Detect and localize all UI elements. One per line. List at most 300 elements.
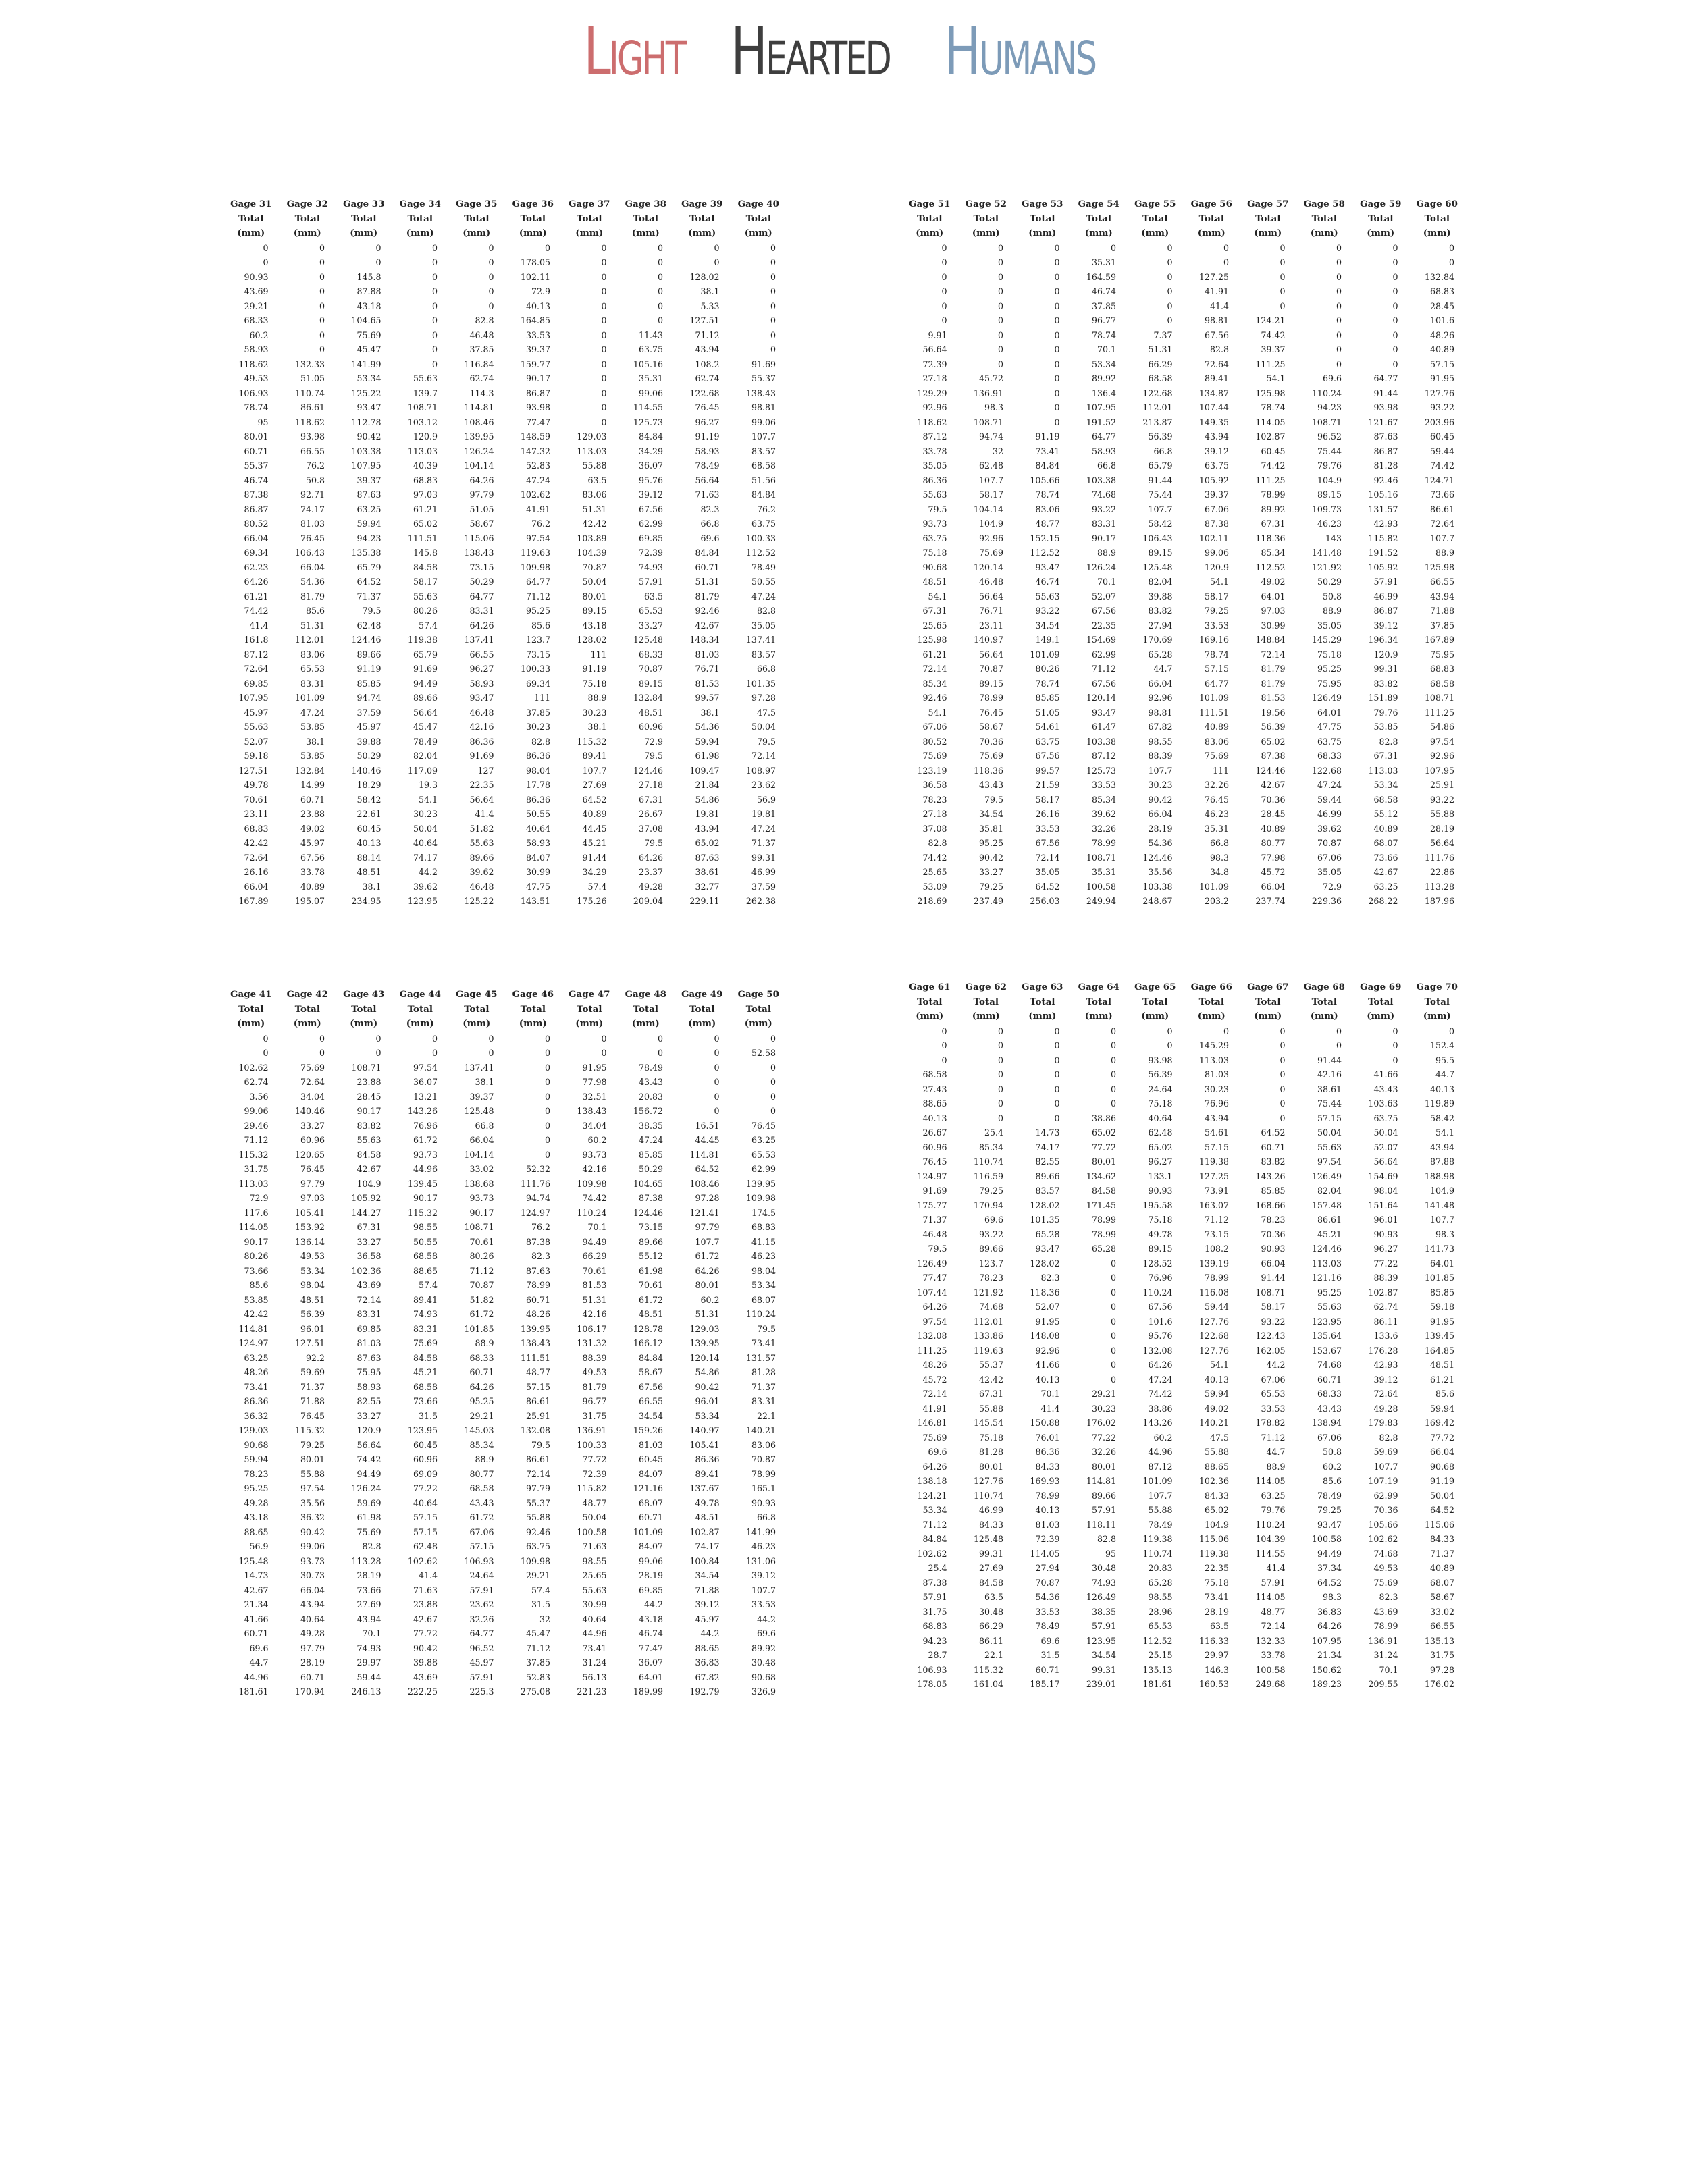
column-header-total: Total	[1198, 213, 1224, 224]
table-cell: 102.87	[1368, 1287, 1398, 1298]
gage-table-41-50	[223, 988, 787, 1699]
table-row	[223, 807, 787, 822]
table-cell: 72.9	[643, 736, 663, 747]
column-header-gage: Gage 31	[230, 198, 272, 209]
table-cell: 99.31	[1373, 664, 1398, 674]
table-cell: 0	[997, 344, 1003, 354]
table-cell: 0	[1336, 344, 1342, 354]
column-header-unit: (mm)	[631, 228, 660, 238]
table-cell: 0	[941, 242, 947, 253]
column-header-total: Total	[1424, 996, 1450, 1007]
table-cell: 89.66	[1091, 1490, 1116, 1501]
table-cell: 141.99	[351, 358, 381, 369]
table-cell: 37.85	[525, 707, 550, 718]
table-cell: 54.1	[418, 794, 438, 805]
table-cell: 0	[544, 1048, 550, 1058]
table-cell: 0	[488, 1033, 494, 1044]
table-cell: 28.45	[357, 1091, 381, 1102]
table-cell: 55.88	[978, 1403, 1003, 1414]
table-cell: 229.36	[1311, 896, 1342, 906]
table-cell: 140.97	[973, 635, 1003, 645]
table-cell: 107.7	[1148, 1490, 1173, 1501]
table-cell: 22.61	[357, 809, 381, 819]
table-cell: 36.58	[922, 780, 947, 790]
table-cell: 44.7	[1266, 1447, 1286, 1457]
table-cell: 78.49	[695, 460, 720, 471]
table-cell: 149.35	[1198, 417, 1229, 427]
table-cell: 43.43	[469, 1497, 494, 1508]
table-cell: 111.51	[1198, 707, 1229, 718]
table-cell: 107.7	[695, 1236, 720, 1247]
column-header-total: Total	[633, 213, 658, 224]
table-cell: 0	[601, 388, 607, 398]
table-cell: 110.24	[745, 1309, 776, 1319]
table-cell: 21.84	[695, 780, 720, 790]
table-cell: 59.94	[1429, 1403, 1454, 1414]
table-row	[901, 618, 1465, 633]
table-cell: 79.25	[300, 1439, 325, 1450]
table-row	[223, 1090, 787, 1104]
table-cell: 129.29	[917, 388, 947, 398]
header-row-units	[901, 226, 1465, 241]
table-cell: 82.3	[1040, 1273, 1060, 1283]
table-cell: 75.44	[1148, 489, 1173, 500]
column-header-unit: (mm)	[406, 228, 434, 238]
column-header-total: Total	[1198, 996, 1224, 1007]
table-row	[223, 444, 787, 459]
table-cell: 83.31	[300, 678, 325, 689]
table-cell: 112.52	[1142, 1635, 1173, 1646]
table-cell: 80.52	[244, 518, 269, 529]
table-row	[901, 1474, 1465, 1489]
table-cell: 78.74	[1035, 489, 1060, 500]
table-cell: 101.09	[1030, 649, 1060, 660]
table-cell: 60.45	[413, 1439, 438, 1450]
table-cell: 135.64	[1311, 1331, 1342, 1341]
table-cell: 72.64	[300, 1077, 325, 1087]
table-cell: 0	[1392, 1026, 1398, 1036]
table-cell: 80.01	[1091, 1461, 1116, 1472]
table-cell: 32.26	[1091, 823, 1116, 834]
table-cell: 118.36	[973, 765, 1003, 776]
table-cell: 72.14	[357, 1294, 381, 1305]
table-cell: 86.36	[1035, 1447, 1060, 1457]
column-header-unit: (mm)	[1084, 1011, 1113, 1021]
column-header-total: Total	[238, 213, 264, 224]
table-cell: 145.8	[413, 548, 438, 558]
table-cell: 0	[714, 1048, 720, 1058]
table-cell: 124.97	[917, 1171, 947, 1181]
table-row	[223, 1032, 787, 1046]
table-cell: 89.66	[469, 852, 494, 863]
table-cell: 0	[1336, 358, 1342, 369]
table-cell: 0	[1110, 1055, 1116, 1065]
table-cell: 96.77	[1091, 315, 1116, 325]
table-cell: 0	[770, 300, 776, 311]
table-cell: 28.96	[1148, 1606, 1173, 1617]
table-cell: 39.12	[1373, 1374, 1398, 1385]
table-cell: 59.94	[1204, 1389, 1229, 1399]
header-row-total	[223, 212, 787, 227]
table-cell: 74.68	[1091, 489, 1116, 500]
table-cell: 151.89	[1368, 693, 1398, 703]
table-cell: 87.38	[525, 1236, 550, 1247]
table-cell: 76.01	[1035, 1432, 1060, 1443]
table-cell: 125.22	[351, 388, 381, 398]
table-cell: 95.25	[1317, 664, 1342, 674]
table-cell: 57.15	[1317, 1113, 1342, 1123]
table-cell: 70.1	[1379, 1664, 1398, 1675]
table-cell: 107.95	[238, 693, 269, 703]
table-cell: 71.12	[1204, 1215, 1229, 1225]
column-header-total: Total	[1142, 996, 1168, 1007]
table-cell: 43.43	[978, 780, 1003, 790]
table-cell: 82.8	[1097, 1534, 1116, 1544]
table-cell: 74.93	[413, 1309, 438, 1319]
table-cell: 62.99	[751, 1164, 776, 1174]
table-cell: 93.22	[1429, 402, 1454, 412]
table-row	[901, 647, 1465, 662]
table-cell: 0	[1110, 1374, 1116, 1385]
table-cell: 42.93	[1373, 518, 1398, 529]
table-cell: 38.35	[638, 1120, 663, 1131]
table-cell: 38.1	[700, 286, 720, 296]
table-cell: 93.22	[1261, 1316, 1286, 1327]
table-cell: 11.43	[638, 329, 663, 340]
header-row-units	[223, 226, 787, 241]
table-cell: 33.27	[357, 1410, 381, 1421]
table-cell: 35.31	[1204, 823, 1229, 834]
table-cell: 87.12	[244, 649, 269, 660]
table-cell: 77.72	[1091, 1142, 1116, 1152]
table-cell: 32.26	[1091, 1447, 1116, 1457]
table-cell: 111	[1212, 765, 1229, 776]
table-cell: 99.06	[244, 1106, 269, 1116]
table-cell: 56.39	[300, 1309, 325, 1319]
table-cell: 107.7	[1429, 1215, 1454, 1225]
table-cell: 81.79	[1261, 664, 1286, 674]
table-cell: 115.82	[1368, 533, 1398, 543]
table-cell: 45.21	[582, 838, 607, 848]
table-cell: 77.47	[638, 1643, 663, 1653]
table-cell: 62.23	[244, 562, 269, 572]
table-cell: 78.49	[1148, 1519, 1173, 1530]
table-cell: 74.42	[1261, 329, 1286, 340]
table-cell: 57.4	[531, 1584, 550, 1595]
table-cell: 99.31	[751, 852, 776, 863]
table-cell: 35.31	[1091, 257, 1116, 267]
table-cell: 57.15	[1204, 1142, 1229, 1152]
table-cell: 78.99	[1204, 1273, 1229, 1283]
table-row	[901, 1198, 1465, 1213]
table-cell: 95.25	[525, 606, 550, 616]
table-cell: 0	[941, 1055, 947, 1065]
table-cell: 55.63	[413, 373, 438, 383]
table-cell: 108.71	[1086, 852, 1116, 863]
table-cell: 0	[1448, 1026, 1454, 1036]
table-cell: 40.39	[413, 460, 438, 471]
table-cell: 0	[544, 1135, 550, 1145]
table-cell: 55.88	[582, 460, 607, 471]
table-cell: 54.86	[695, 794, 720, 805]
table-cell: 47.24	[525, 475, 550, 485]
table-cell: 133.1	[1148, 1171, 1173, 1181]
table-cell: 50.04	[1317, 1127, 1342, 1138]
table-cell: 115.32	[577, 736, 607, 747]
table-cell: 95.25	[244, 1483, 269, 1493]
table-cell: 14.73	[244, 1570, 269, 1580]
table-cell: 39.62	[1091, 809, 1116, 819]
table-cell: 45.97	[695, 1614, 720, 1624]
table-cell: 126.49	[1311, 693, 1342, 703]
table-cell: 122.43	[1255, 1331, 1286, 1341]
table-cell: 65.79	[357, 562, 381, 572]
table-cell: 23.11	[978, 620, 1003, 631]
table-cell: 66.29	[978, 1621, 1003, 1631]
table-cell: 66.55	[1429, 1621, 1454, 1631]
table-cell: 67.31	[978, 1389, 1003, 1399]
table-cell: 25.4	[928, 1563, 947, 1573]
table-cell: 74.42	[1148, 1389, 1173, 1399]
table-cell: 44.2	[1266, 1360, 1286, 1370]
table-cell: 101.35	[745, 678, 776, 689]
table-row	[901, 1532, 1465, 1547]
table-cell: 85.34	[978, 1142, 1003, 1152]
table-cell: 35.05	[1035, 867, 1060, 877]
table-cell: 58.67	[469, 518, 494, 529]
table-cell: 88.9	[1097, 548, 1116, 558]
column-header-gage: Gage 55	[1134, 198, 1176, 209]
table-cell: 87.63	[525, 1265, 550, 1276]
table-row	[901, 1518, 1465, 1533]
table-cell: 126.49	[917, 1258, 947, 1269]
table-cell: 108.46	[689, 1178, 720, 1189]
table-cell: 84.84	[1035, 460, 1060, 471]
table-cell: 55.88	[300, 1468, 325, 1479]
table-cell: 25.65	[582, 1570, 607, 1580]
table-cell: 0	[997, 1040, 1003, 1050]
table-cell: 0	[1054, 1084, 1060, 1094]
table-cell: 83.82	[1148, 606, 1173, 616]
table-cell: 96.27	[469, 664, 494, 674]
table-cell: 63.75	[1204, 460, 1229, 471]
table-cell: 41.4	[1040, 1403, 1060, 1414]
table-cell: 0	[1280, 1113, 1286, 1123]
table-cell: 135.13	[1142, 1664, 1173, 1675]
table-row	[223, 1670, 787, 1685]
table-cell: 74.68	[1317, 1360, 1342, 1370]
table-cell: 23.62	[469, 1599, 494, 1609]
table-cell: 57.15	[1429, 358, 1454, 369]
table-cell: 43.94	[695, 344, 720, 354]
table-cell: 85.6	[1435, 1389, 1454, 1399]
table-cell: 176.02	[1424, 1679, 1454, 1689]
table-cell: 67.31	[638, 794, 663, 805]
table-cell: 91.44	[1148, 475, 1173, 485]
table-cell: 175.26	[577, 896, 607, 906]
table-cell: 103.38	[351, 446, 381, 456]
table-cell: 104.9	[357, 1178, 381, 1189]
table-cell: 64.26	[922, 1461, 947, 1472]
column-header-unit: (mm)	[1084, 228, 1113, 238]
table-cell: 104.14	[973, 504, 1003, 514]
table-cell: 108.97	[745, 765, 776, 776]
table-row	[223, 1684, 787, 1699]
table-cell: 92.46	[1373, 475, 1398, 485]
table-cell: 98.04	[525, 765, 550, 776]
table-cell: 91.95	[1429, 1316, 1454, 1327]
table-cell: 3.56	[249, 1091, 269, 1102]
table-cell: 96.77	[582, 1396, 607, 1406]
table-cell: 96.27	[695, 417, 720, 427]
table-cell: 28.19	[300, 1657, 325, 1668]
column-header-unit: (mm)	[293, 1018, 321, 1029]
table-cell: 188.98	[1424, 1171, 1454, 1181]
table-cell: 82.04	[1317, 1186, 1342, 1196]
table-cell: 94.49	[413, 678, 438, 689]
table-cell: 62.99	[1373, 1490, 1398, 1501]
table-cell: 79.5	[756, 1323, 776, 1334]
table-cell: 101.6	[1148, 1316, 1173, 1327]
table-cell: 127.76	[973, 1476, 1003, 1486]
table-cell: 62.74	[1373, 1302, 1398, 1312]
table-cell: 75.44	[1317, 446, 1342, 456]
header-row-gage	[901, 197, 1465, 212]
column-header-unit: (mm)	[972, 228, 1000, 238]
table-cell: 93.47	[469, 693, 494, 703]
table-cell: 70.36	[1261, 794, 1286, 805]
table-row	[223, 1307, 787, 1322]
table-cell: 48.26	[244, 1367, 269, 1377]
table-cell: 40.89	[1204, 722, 1229, 732]
table-cell: 0	[1110, 1331, 1116, 1341]
table-cell: 54.1	[928, 591, 947, 602]
table-cell: 120.14	[689, 1352, 720, 1363]
table-cell: 66.8	[700, 518, 720, 529]
table-cell: 0	[488, 257, 494, 267]
column-header-gage: Gage 41	[230, 989, 272, 1000]
table-cell: 81.03	[638, 1439, 663, 1450]
table-cell: 23.88	[357, 1077, 381, 1087]
column-header-gage: Gage 43	[343, 989, 385, 1000]
table-cell: 46.23	[1317, 518, 1342, 529]
table-cell: 50.29	[1317, 577, 1342, 587]
table-cell: 106.93	[464, 1555, 494, 1566]
table-cell: 0	[941, 1040, 947, 1050]
table-cell: 59.94	[695, 736, 720, 747]
table-cell: 37.59	[357, 707, 381, 718]
table-cell: 0	[601, 417, 607, 427]
table-cell: 48.51	[695, 1512, 720, 1522]
table-cell: 137.41	[464, 1062, 494, 1073]
table-cell: 85.6	[531, 620, 550, 631]
table-cell: 51.31	[582, 1294, 607, 1305]
table-cell: 0	[714, 257, 720, 267]
table-cell: 107.95	[351, 460, 381, 471]
table-row	[901, 1663, 1465, 1678]
table-cell: 23.88	[300, 809, 325, 819]
table-cell: 87.38	[638, 1193, 663, 1203]
table-row	[223, 1655, 787, 1670]
table-cell: 63.25	[244, 1352, 269, 1363]
table-cell: 0	[657, 242, 663, 253]
table-cell: 38.86	[1091, 1113, 1116, 1123]
table-cell: 39.37	[1261, 344, 1286, 354]
table-cell: 75.18	[1148, 1098, 1173, 1109]
table-cell: 92.96	[922, 402, 947, 412]
table-row	[223, 241, 787, 256]
table-cell: 203.2	[1204, 896, 1229, 906]
table-cell: 77.98	[582, 1077, 607, 1087]
column-header-gage: Gage 40	[737, 198, 779, 209]
table-cell: 79.76	[1317, 460, 1342, 471]
table-cell: 164.59	[1086, 271, 1116, 282]
table-cell: 52.58	[751, 1048, 776, 1058]
table-cell: 26.16	[1035, 809, 1060, 819]
table-cell: 81.03	[1035, 1519, 1060, 1530]
table-cell: 118.62	[917, 417, 947, 427]
table-cell: 71.63	[582, 1541, 607, 1551]
table-cell: 66.04	[1148, 809, 1173, 819]
logo	[0, 14, 1688, 90]
table-cell: 84.58	[413, 1352, 438, 1363]
table-cell: 60.45	[638, 1454, 663, 1464]
table-cell: 111.25	[1255, 358, 1286, 369]
table-cell: 28.19	[1148, 823, 1173, 834]
table-cell: 102.62	[520, 489, 550, 500]
table-row	[223, 1133, 787, 1148]
table-cell: 25.91	[525, 1410, 550, 1421]
table-cell: 102.87	[689, 1526, 720, 1537]
table-cell: 57.15	[413, 1512, 438, 1522]
table-cell: 90.42	[300, 1526, 325, 1537]
table-cell: 47.24	[1317, 780, 1342, 790]
table-cell: 65.53	[1148, 1621, 1173, 1631]
table-row	[223, 1322, 787, 1337]
table-cell: 50.04	[582, 577, 607, 587]
table-cell: 79.76	[1261, 1505, 1286, 1515]
table-cell: 66.04	[300, 562, 325, 572]
table-cell: 63.25	[1261, 1490, 1286, 1501]
table-cell: 83.31	[751, 1396, 776, 1406]
table-cell: 84.84	[751, 489, 776, 500]
table-cell: 14.99	[300, 780, 325, 790]
table-cell: 69.6	[1322, 373, 1342, 383]
table-cell: 0	[319, 257, 325, 267]
table-cell: 79.5	[531, 1439, 550, 1450]
table-row	[223, 1336, 787, 1351]
table-cell: 89.66	[1035, 1171, 1060, 1181]
table-row	[901, 1605, 1465, 1620]
table-cell: 75.69	[978, 751, 1003, 761]
table-row	[901, 1460, 1465, 1474]
table-cell: 66.04	[1261, 1258, 1286, 1269]
table-cell: 60.2	[1153, 1432, 1173, 1443]
table-cell: 29.21	[525, 1570, 550, 1580]
table-cell: 72.64	[1204, 358, 1229, 369]
table-cell: 58.17	[1035, 794, 1060, 805]
table-cell: 167.89	[238, 896, 269, 906]
table-cell: 0	[1167, 1026, 1173, 1036]
table-cell: 73.15	[469, 562, 494, 572]
table-cell: 69.6	[1040, 1635, 1060, 1646]
table-cell: 37.34	[1317, 1563, 1342, 1573]
table-cell: 60.96	[922, 1142, 947, 1152]
column-header-unit: (mm)	[1141, 1011, 1169, 1021]
table-cell: 225.3	[469, 1686, 494, 1697]
table-cell: 0	[488, 300, 494, 311]
table-cell: 0	[1167, 286, 1173, 296]
